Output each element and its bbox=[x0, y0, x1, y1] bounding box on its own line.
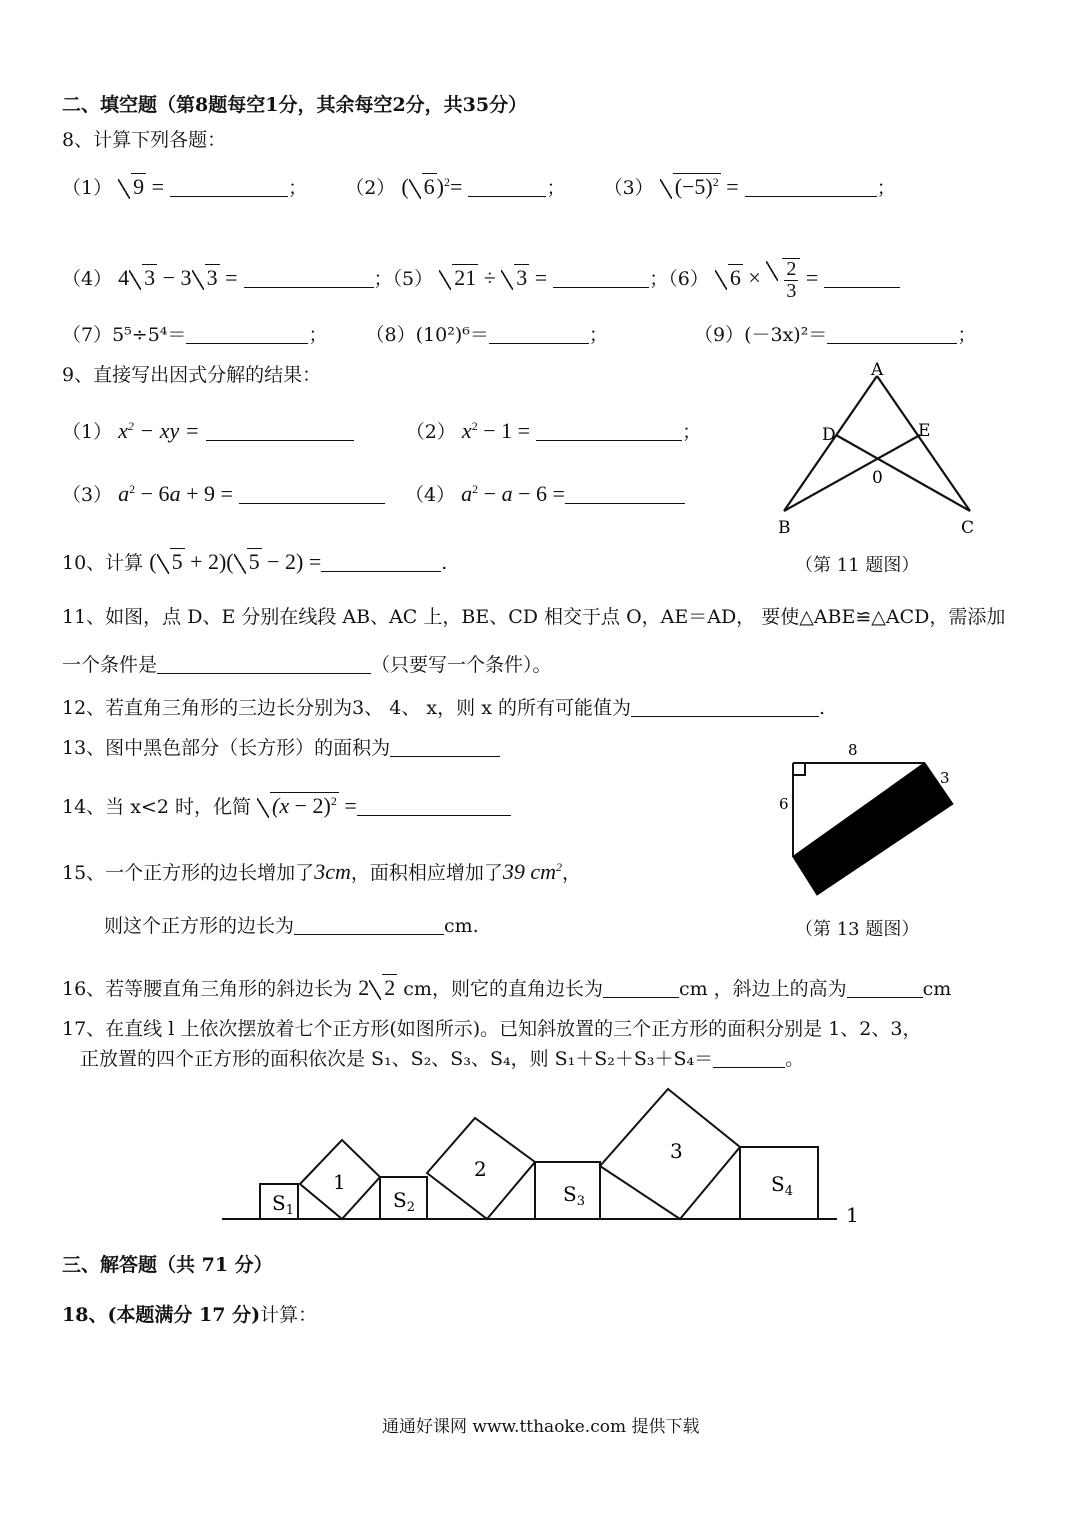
answer-blank[interactable] bbox=[186, 325, 308, 344]
vertex-label-b: B bbox=[778, 518, 791, 538]
question-16-text-c: cm ，斜边上的高为 bbox=[678, 978, 847, 1000]
question-15-unit: cm. bbox=[444, 915, 479, 937]
part-label: （4） bbox=[62, 268, 113, 291]
square-s4-label: $S_4$ bbox=[771, 1172, 793, 1199]
part-label: （1） bbox=[62, 421, 113, 443]
math-expr: 9 = bbox=[118, 174, 164, 199]
question-9-row-2 bbox=[62, 483, 685, 505]
answer-blank[interactable] bbox=[603, 979, 679, 998]
dimension-label-right: 3 bbox=[940, 769, 950, 787]
math-expr: (－3x)²＝ bbox=[744, 324, 828, 346]
vertex-label-o: 0 bbox=[872, 468, 883, 488]
question-15-text-2: 则这个正方形的边长为 bbox=[104, 915, 295, 937]
vertex-label-e: E bbox=[918, 421, 931, 441]
square-1-label: 1 bbox=[333, 1170, 346, 1194]
part-label: （6） bbox=[668, 268, 709, 291]
dimension-label-top: 8 bbox=[848, 741, 858, 759]
answer-blank[interactable] bbox=[239, 485, 385, 504]
answer-blank[interactable] bbox=[824, 269, 900, 288]
question-11-note: （只要写一个条件）。 bbox=[371, 654, 552, 676]
part-label: （3） bbox=[62, 484, 113, 506]
figure-17-squares bbox=[215, 1080, 875, 1230]
math-expr: $x^2 - 1$ = bbox=[461, 418, 531, 443]
figure-11-caption: （第 11 题图） bbox=[795, 555, 920, 576]
math-expr: 5⁵÷5⁴＝ bbox=[112, 324, 187, 346]
answer-blank[interactable] bbox=[713, 1049, 785, 1068]
square-3-label: 3 bbox=[670, 1139, 683, 1163]
question-18 bbox=[62, 1306, 317, 1325]
square-s2-label: $S_2$ bbox=[393, 1188, 415, 1215]
question-10: 10、计算 ( 5 + 2)( 5 − 2) = . bbox=[62, 549, 448, 574]
part-label: （2） bbox=[405, 421, 456, 443]
answer-blank[interactable] bbox=[489, 325, 589, 344]
answer-blank[interactable] bbox=[468, 178, 546, 197]
answer-blank[interactable] bbox=[206, 422, 354, 441]
math-expr: 39 $cm^2$ bbox=[502, 859, 563, 884]
question-17-text: 17、在直线 l 上依次摆放着七个正方形(如图所示)。已知斜放置的三个正方形的面积分别是 1、2、3， bbox=[62, 1018, 922, 1040]
vertex-label-a: A bbox=[871, 360, 884, 380]
figure-13-rectangle bbox=[770, 735, 970, 905]
math-expr: $x^2$ − xy = bbox=[118, 418, 200, 443]
part-label: （5） bbox=[392, 268, 434, 291]
math-expr: $(-5)^2$ = bbox=[660, 174, 739, 199]
section-title-fill-blank: 二、填空题（第8题每空1分，其余每空2分，共35分） bbox=[62, 94, 528, 116]
question-11-line-2 bbox=[62, 655, 552, 675]
figure-11-triangle bbox=[770, 356, 980, 541]
math-expr: ( 5 + 2)( 5 − 2) = bbox=[149, 549, 322, 574]
question-12: 12、若直角三角形的三边长分别为3、 4、 x，则 x 的所有可能值为 . bbox=[62, 697, 825, 719]
math-expr: 2 2 bbox=[358, 975, 396, 1000]
math-expr: 3cm bbox=[314, 859, 351, 884]
vertex-label-d: D bbox=[822, 425, 836, 445]
square-s3-label: $S_3$ bbox=[563, 1182, 585, 1209]
part-label: （1） bbox=[62, 177, 113, 199]
answer-blank[interactable] bbox=[847, 979, 923, 998]
question-14-text: 14、当 x<2 时，化简 bbox=[62, 796, 251, 818]
math-expr: (10²)⁶＝ bbox=[415, 324, 489, 346]
answer-blank[interactable] bbox=[827, 325, 957, 344]
answer-blank[interactable] bbox=[553, 269, 649, 288]
part-label: （2） bbox=[345, 177, 396, 199]
question-16-text-d: cm bbox=[922, 978, 952, 1000]
answer-blank[interactable] bbox=[565, 485, 685, 504]
question-18-text: 计算： bbox=[260, 1304, 318, 1326]
part-label: （9） bbox=[693, 324, 745, 346]
page-footer: 通通好课网 www.tthaoke.com 提供下载 bbox=[382, 1417, 700, 1437]
question-8-row-2: （4） 4 3 − 3 3 = ；（5） 21 ÷ 3 = ；（6） 6 × $\frac{2}{3}$ = bbox=[62, 258, 900, 302]
figure-13-caption: （第 13 题图） bbox=[795, 919, 920, 940]
answer-blank[interactable] bbox=[294, 916, 444, 935]
question-9-title: 9、直接写出因式分解的结果： bbox=[62, 364, 322, 386]
math-expr: $a^2 - 6a + 9$ = bbox=[118, 481, 233, 506]
question-8-row-1: （1） 9 = ； （2） ( 6)$^2$= ； （3） $(-5)^2$ = ； bbox=[62, 174, 896, 199]
square-s1-label: $S_1$ bbox=[272, 1191, 294, 1218]
question-10-prefix: 10、计算 bbox=[62, 552, 144, 574]
question-14 bbox=[62, 795, 511, 817]
question-16 bbox=[62, 977, 951, 999]
section-title-answer: 三、解答题（共 71 分） bbox=[62, 1254, 273, 1276]
question-8-title: 8、计算下列各题： bbox=[62, 129, 227, 151]
question-17-line-2: 正放置的四个正方形的面积依次是 S₁、S₂、S₃、S₄，则 S₁＋S₂＋S₃＋S₄＝ 。 bbox=[80, 1048, 805, 1070]
answer-blank[interactable] bbox=[321, 553, 441, 572]
answer-blank[interactable] bbox=[170, 178, 288, 197]
math-expr: 21 ÷ 3 = bbox=[439, 265, 547, 290]
question-11-condition-label: 一个条件是 bbox=[62, 654, 158, 676]
question-9-row-1: （1） $x^2$ − xy = （2） $x^2 - 1$ = ； bbox=[62, 418, 702, 443]
question-8-row-3: （7）5⁵÷5⁴＝ ； （8）(10²)⁶＝ ； （9）(－3x)²＝ ； bbox=[62, 324, 977, 346]
question-16-text-b: cm，则它的直角边长为 bbox=[403, 978, 603, 1000]
answer-blank[interactable] bbox=[536, 422, 682, 441]
question-16-text-a: 16、若等腰直角三角形的斜边长为 bbox=[62, 978, 353, 1000]
question-15-text-a: 15、一个正方形的边长增加了 bbox=[62, 862, 315, 884]
answer-blank[interactable] bbox=[745, 178, 877, 197]
answer-blank[interactable] bbox=[244, 269, 374, 288]
dimension-label-left: 6 bbox=[779, 795, 789, 813]
line-l-label: 1 bbox=[846, 1203, 859, 1227]
part-label: （7） bbox=[62, 324, 113, 346]
vertex-label-c: C bbox=[961, 518, 975, 538]
question-13 bbox=[62, 738, 500, 758]
math-expr: 4 3 − 3 3 = bbox=[118, 265, 238, 291]
question-11-text: 11、如图，点 D、E 分别在线段 AB、AC 上，BE、CD 相交于点 O，AE＝AD， 要使△ABE≌△ACD，需添加 bbox=[62, 606, 1006, 628]
question-18-header: 18、(本题满分 17 分) bbox=[62, 1304, 261, 1326]
question-13-text: 13、图中黑色部分（长方形）的面积为 bbox=[62, 737, 391, 759]
answer-blank[interactable] bbox=[390, 738, 500, 757]
part-label: （3） bbox=[603, 177, 654, 199]
math-expr: 6 × $\frac{2}{3}$ = bbox=[715, 265, 818, 290]
math-expr: $a^2 - a - 6$ = bbox=[461, 481, 565, 506]
math-expr: $(x - 2)^2$ = bbox=[257, 793, 357, 818]
math-expr: ( 6)$^2$= bbox=[401, 174, 463, 199]
answer-blank[interactable] bbox=[357, 797, 511, 816]
question-15-line-1: 15、一个正方形的边长增加了3cm，面积相应增加了39 $cm^2$， bbox=[62, 859, 582, 884]
square-2-label: 2 bbox=[474, 1157, 487, 1181]
part-label: （8） bbox=[365, 324, 416, 346]
answer-blank[interactable] bbox=[631, 698, 819, 717]
part-label: （4） bbox=[405, 484, 456, 506]
answer-blank[interactable] bbox=[157, 655, 371, 674]
question-12-text: 12、若直角三角形的三边长分别为3、 4、 x，则 x 的所有可能值为 bbox=[62, 697, 631, 719]
question-15-line-2 bbox=[104, 916, 479, 936]
question-15-text-b: ，面积相应增加了 bbox=[350, 862, 503, 884]
question-17-text-2: 正放置的四个正方形的面积依次是 S₁、S₂、S₃、S₄，则 S₁＋S₂＋S₃＋S₄＝ bbox=[80, 1048, 714, 1070]
